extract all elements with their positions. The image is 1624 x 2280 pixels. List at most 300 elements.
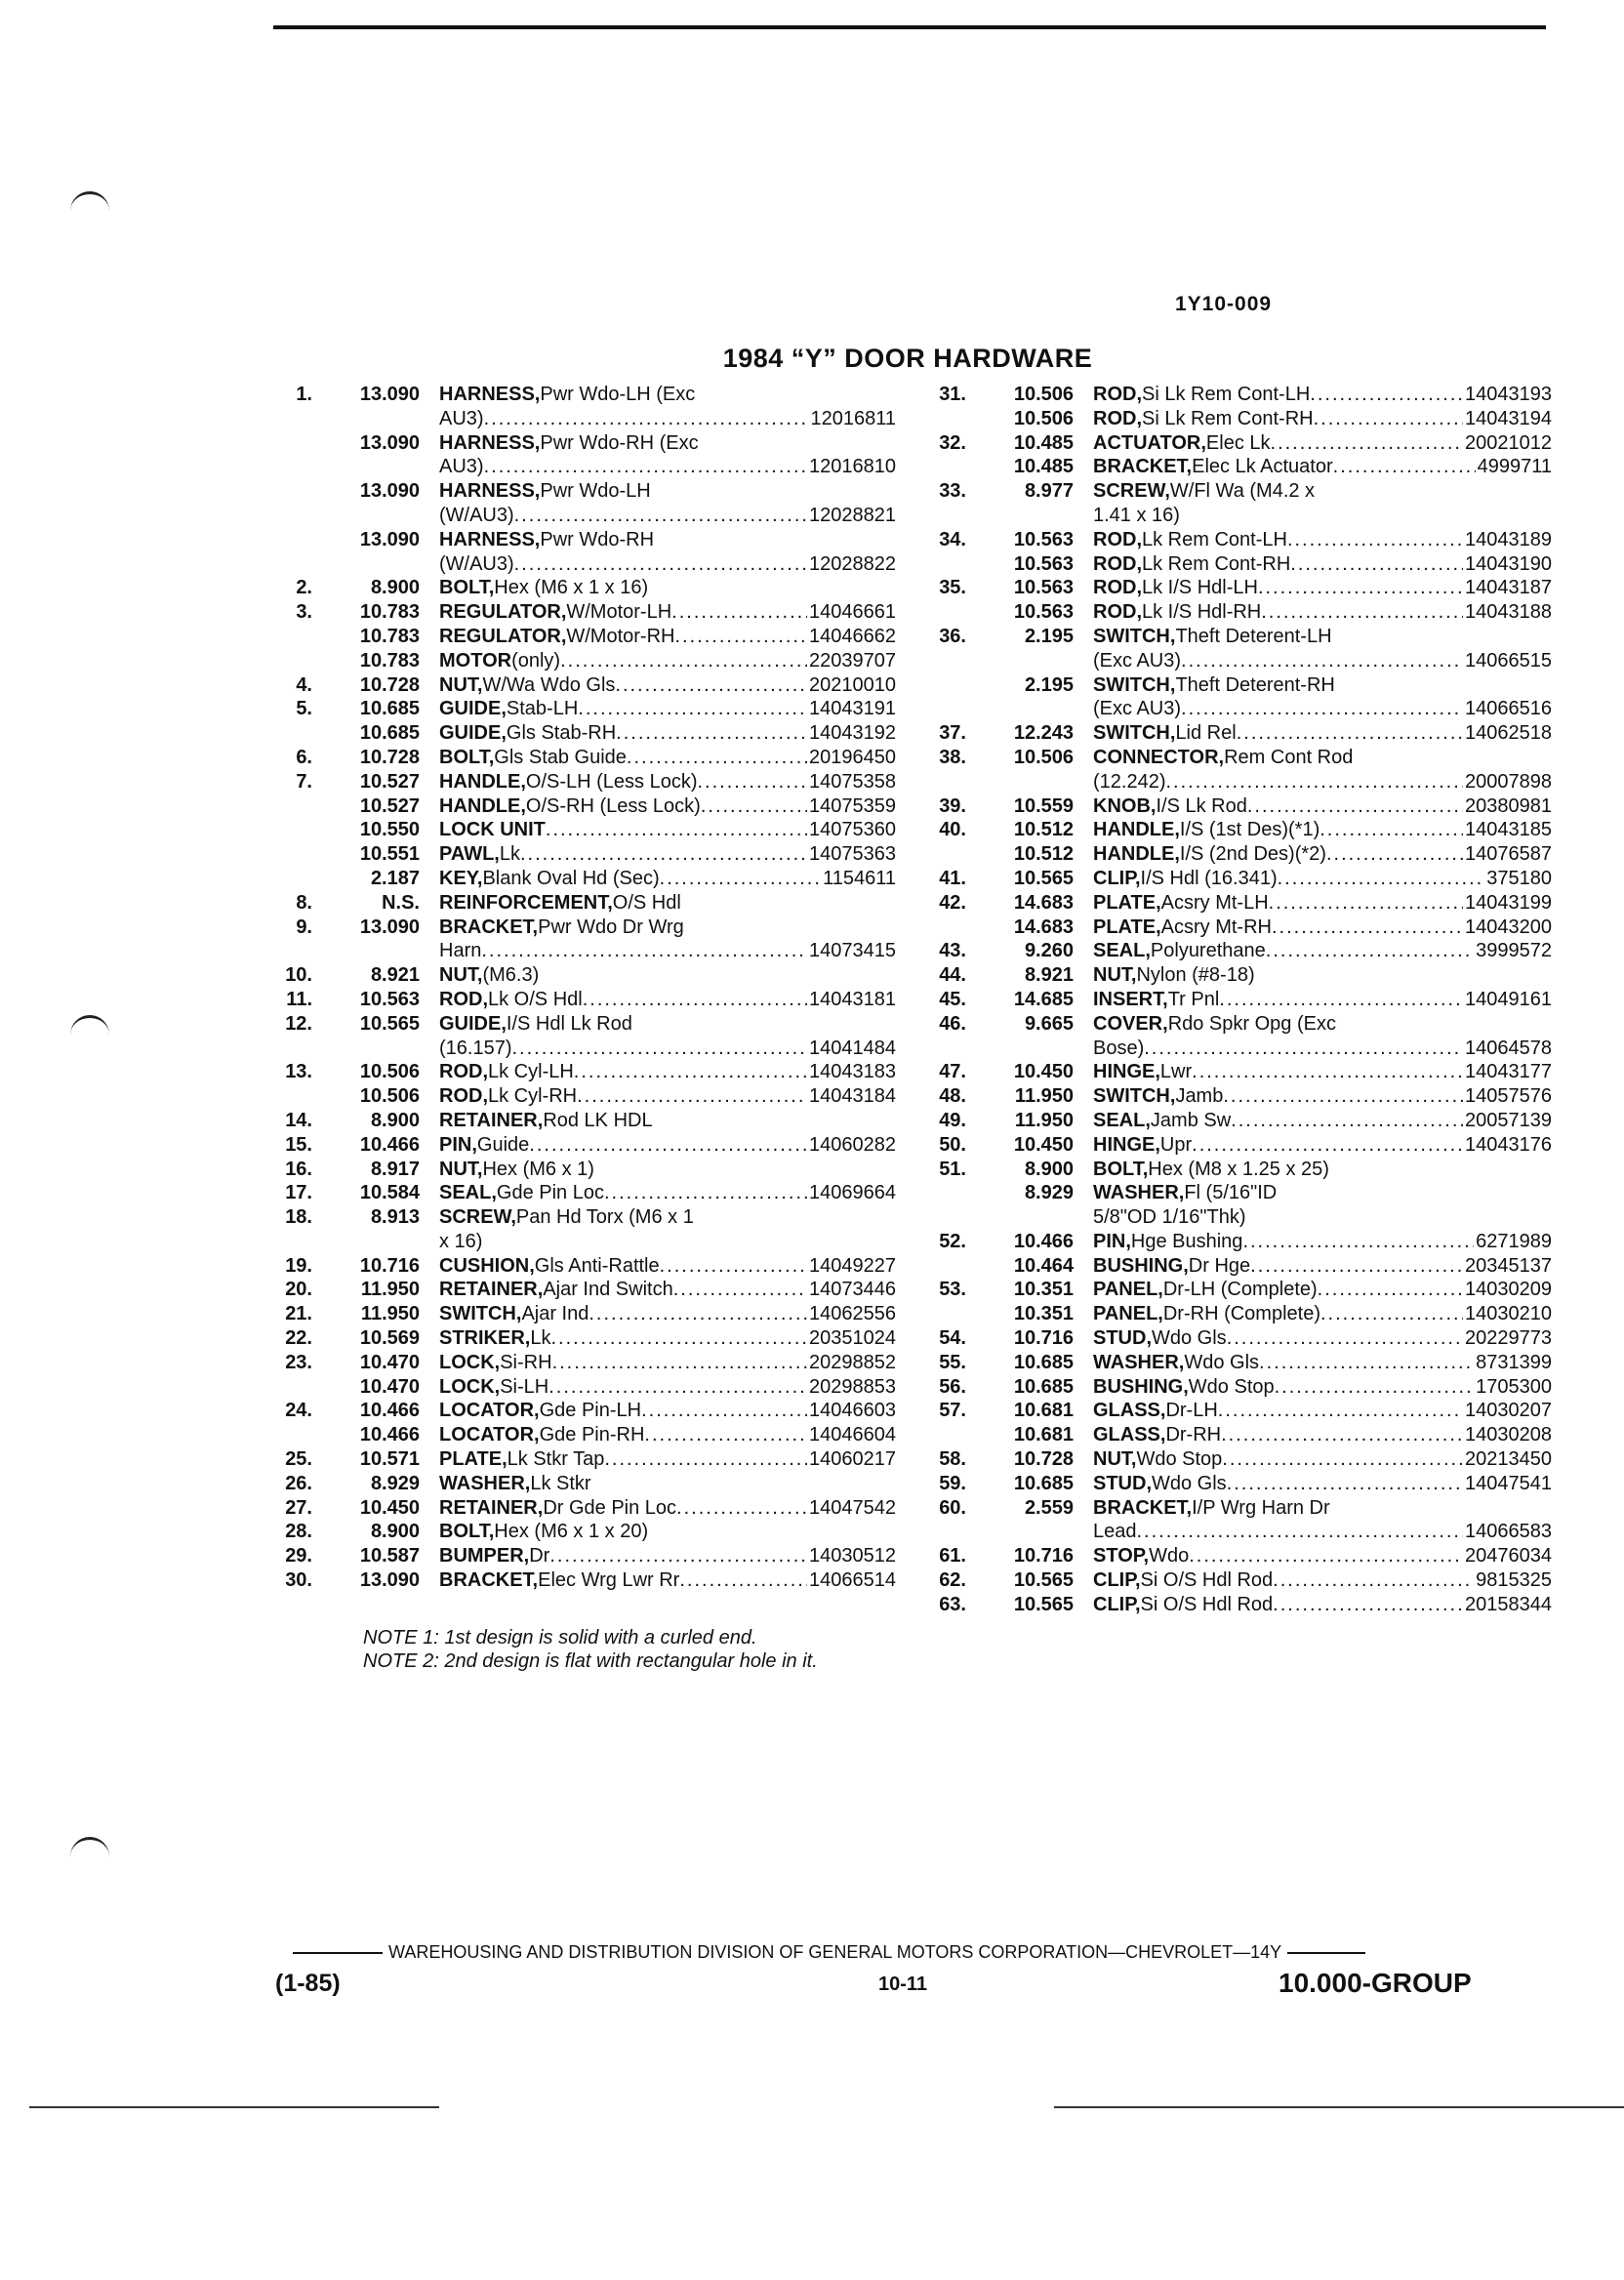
- item-number: [273, 1230, 312, 1254]
- item-number: [927, 1181, 966, 1205]
- group-code: [966, 770, 1093, 794]
- leader-dots: [514, 504, 807, 528]
- group-code: 9.260: [1024, 940, 1074, 962]
- item-number: [273, 1084, 312, 1109]
- leader-dots: [548, 1375, 807, 1400]
- item-detail: I/S Lk Rod: [1156, 794, 1247, 817]
- item-number: 50.: [939, 1133, 966, 1156]
- item-name: CLIP,: [1093, 1593, 1141, 1615]
- item-name: GLASS,: [1093, 1400, 1166, 1422]
- part-number: 12028821: [809, 504, 896, 526]
- leader-dots: [484, 407, 809, 431]
- item-number: 48.: [939, 1085, 966, 1108]
- parts-list-row: [927, 1326, 1552, 1351]
- part-number: 20476034: [1465, 1545, 1552, 1568]
- item-number: [927, 697, 966, 721]
- leader-dots: [1227, 1472, 1463, 1496]
- item-description: [439, 1496, 896, 1521]
- part-number: 1154611: [823, 867, 896, 889]
- part-number: 14043189: [1465, 528, 1552, 550]
- leader-dots: [1287, 528, 1463, 552]
- item-number: 52.: [939, 1230, 966, 1252]
- part-number: 20380981: [1465, 794, 1552, 817]
- item-number: 21.: [285, 1303, 312, 1325]
- parts-list-row: [273, 1109, 896, 1133]
- item-description: [439, 963, 896, 988]
- part-number: 20213450: [1465, 1448, 1552, 1471]
- item-description: [1093, 600, 1552, 625]
- leader-dots: [481, 939, 807, 963]
- item-name: NUT,: [439, 964, 483, 987]
- item-description: [439, 1447, 896, 1472]
- part-number: 14069664: [809, 1182, 896, 1204]
- leader-dots: [1269, 891, 1463, 916]
- group-code: 10.563: [1013, 528, 1074, 550]
- part-number: 14073415: [809, 940, 896, 962]
- item-detail: Ajar Ind Switch: [543, 1279, 673, 1301]
- part-number: 20351024: [809, 1327, 896, 1350]
- item-detail: Dr-RH (Complete): [1162, 1303, 1320, 1325]
- item-detail: Jamb Sw: [1150, 1109, 1232, 1131]
- item-detail: I/S (1st Des)(*1): [1179, 819, 1320, 841]
- item-number: 46.: [939, 1012, 966, 1035]
- item-description: [1093, 1326, 1552, 1351]
- parts-list-row: [273, 1399, 896, 1423]
- item-description: [439, 916, 896, 940]
- parts-list-row: [273, 673, 896, 698]
- parts-list-row: [273, 455, 896, 479]
- item-number: 39.: [939, 794, 966, 817]
- item-name: HANDLE,: [439, 770, 526, 793]
- group-code: 13.090: [359, 431, 420, 454]
- item-detail: Acsry Mt-RH: [1160, 916, 1272, 938]
- parts-list-row: [273, 939, 896, 963]
- part-number: 9815325: [1476, 1569, 1552, 1592]
- note-2: NOTE 2: 2nd design is flat with rectangular hole in it.: [363, 1650, 818, 1672]
- leader-dots: [673, 1278, 807, 1302]
- group-code: 8.917: [370, 1158, 420, 1180]
- item-detail: O/S-LH (Less Lock): [525, 770, 698, 793]
- item-description: [1093, 1302, 1552, 1326]
- item-detail: Pwr Wdo-LH (Exc: [540, 384, 696, 405]
- item-detail: Rdo Spkr Opg (Exc: [1167, 1012, 1336, 1035]
- leader-dots: [583, 988, 807, 1012]
- leader-dots: [550, 1326, 807, 1351]
- item-name: CLIP,: [1093, 867, 1141, 889]
- part-number: 14057576: [1465, 1085, 1552, 1108]
- parts-list-row: [927, 1302, 1552, 1326]
- group-code: 10.681: [1013, 1400, 1074, 1422]
- part-number: 14043192: [809, 722, 896, 745]
- item-number: 37.: [939, 722, 966, 745]
- group-code: 10.571: [359, 1448, 420, 1471]
- part-number: 14030512: [809, 1545, 896, 1568]
- item-name: BOLT,: [439, 1521, 495, 1543]
- part-number: 20298853: [809, 1375, 896, 1398]
- group-code: [312, 1230, 439, 1254]
- parts-list-row: [273, 1278, 896, 1302]
- item-description: [439, 1205, 896, 1230]
- item-detail: Elec Lk Actuator: [1192, 456, 1333, 478]
- item-number: [273, 721, 312, 746]
- item-description: [1093, 1205, 1552, 1230]
- part-number: 14041484: [809, 1037, 896, 1059]
- binder-mark: [70, 191, 109, 212]
- group-code: 10.559: [1013, 794, 1074, 817]
- item-detail: Si-LH: [500, 1375, 549, 1398]
- item-detail: Hex (M6 x 1 x 20): [494, 1521, 649, 1543]
- part-number: 14043181: [809, 988, 896, 1010]
- item-detail: Acsry Mt-LH: [1160, 891, 1269, 914]
- leader-dots: [671, 600, 807, 625]
- item-name: BOLT,: [439, 746, 495, 768]
- leader-dots: [552, 1351, 807, 1375]
- part-number: 14049227: [809, 1254, 896, 1277]
- item-number: 5.: [296, 698, 312, 720]
- item-name: REGULATOR,: [439, 601, 567, 624]
- item-number: 14.: [285, 1109, 312, 1131]
- item-detail: W/Wa Wdo Gls: [482, 673, 616, 696]
- group-code: 10.565: [1013, 1569, 1074, 1592]
- leader-dots: [1290, 552, 1463, 577]
- item-number: 38.: [939, 746, 966, 768]
- item-detail: W/Fl Wa (M4.2 x: [1169, 480, 1316, 503]
- item-description: [439, 988, 896, 1012]
- parts-list-row: [927, 1205, 1552, 1230]
- group-code: [966, 649, 1093, 673]
- item-number: 56.: [939, 1375, 966, 1398]
- item-name: BRACKET,: [1093, 456, 1193, 478]
- leader-dots: [512, 1037, 808, 1061]
- item-description: [439, 1158, 896, 1182]
- item-detail: Lk Rem Cont-RH: [1142, 552, 1291, 575]
- item-detail: (W/AU3): [439, 504, 514, 526]
- item-name: ROD,: [1093, 528, 1142, 550]
- item-name: RETAINER,: [439, 1109, 544, 1131]
- item-name: CONNECTOR,: [1093, 746, 1225, 768]
- item-description: [439, 1012, 896, 1037]
- leader-dots: [1166, 770, 1464, 794]
- item-name: BUSHING,: [1093, 1375, 1189, 1398]
- item-detail: Si O/S Hdl Rod: [1140, 1593, 1274, 1615]
- group-code: 10.506: [1013, 384, 1074, 405]
- part-number: 14030210: [1465, 1303, 1552, 1325]
- item-detail: I/S Hdl Lk Rod: [506, 1012, 632, 1035]
- leader-dots: [1272, 916, 1463, 940]
- part-number: 14066516: [1465, 698, 1552, 720]
- item-number: 13.: [285, 1061, 312, 1083]
- item-detail: Pwr Wdo-RH (Exc: [540, 431, 699, 454]
- parts-list-row: [927, 383, 1552, 407]
- leader-dots: [1275, 1375, 1475, 1400]
- item-number: 42.: [939, 891, 966, 914]
- leader-dots: [1250, 1254, 1463, 1279]
- bottom-rule-right: [1054, 2106, 1624, 2108]
- parts-list-row: [273, 1326, 896, 1351]
- item-description: [1093, 697, 1552, 721]
- group-code: 10.527: [359, 794, 420, 817]
- group-code: 10.565: [1013, 1593, 1074, 1615]
- group-code: 12.243: [1013, 722, 1074, 745]
- item-detail: Rod LK HDL: [543, 1109, 653, 1131]
- parts-list-row: [927, 794, 1552, 819]
- item-detail: Hex (M6 x 1 x 16): [494, 577, 649, 599]
- group-code: 10.783: [359, 601, 420, 624]
- item-number: 3.: [296, 601, 312, 624]
- parts-list-row: [273, 842, 896, 867]
- item-description: [1093, 1351, 1552, 1375]
- item-description: [439, 528, 896, 552]
- parts-list-row: [927, 1351, 1552, 1375]
- group-code: 10.550: [359, 819, 420, 841]
- item-number: 9.: [296, 916, 312, 938]
- group-code: 10.728: [359, 673, 420, 696]
- group-code: 10.512: [1013, 843, 1074, 866]
- group-code: 10.783: [359, 649, 420, 672]
- item-number: [927, 600, 966, 625]
- item-name: HINGE,: [1093, 1133, 1160, 1156]
- leader-dots: [660, 1254, 807, 1279]
- item-number: 17.: [285, 1182, 312, 1204]
- item-description: [1093, 1423, 1552, 1447]
- item-description: [439, 697, 896, 721]
- group-code: 8.921: [1024, 964, 1074, 987]
- parts-list-row: [927, 721, 1552, 746]
- item-number: 63.: [939, 1593, 966, 1615]
- group-code: 10.565: [359, 1012, 420, 1035]
- item-number: 49.: [939, 1109, 966, 1131]
- item-description: [1093, 1084, 1552, 1109]
- part-number: 14030209: [1465, 1279, 1552, 1301]
- item-name: BRACKET,: [439, 916, 539, 938]
- item-number: 45.: [939, 988, 966, 1010]
- parts-list-row: [273, 697, 896, 721]
- item-name: HANDLE,: [439, 794, 526, 817]
- item-number: 19.: [285, 1254, 312, 1277]
- item-name: ROD,: [1093, 601, 1142, 624]
- item-name: GUIDE,: [439, 698, 507, 720]
- group-number: 10.000-GROUP: [1279, 1968, 1472, 1998]
- parts-list-row: [927, 916, 1552, 940]
- item-detail: Gls Anti-Rattle: [534, 1254, 660, 1277]
- parts-list-row: [273, 431, 896, 456]
- group-code: 8.900: [1024, 1158, 1074, 1180]
- item-name: WASHER,: [439, 1472, 531, 1494]
- item-description: [1093, 504, 1552, 528]
- item-description: [1093, 552, 1552, 577]
- group-code: [312, 455, 439, 479]
- item-description: [439, 891, 896, 916]
- item-detail: (16.157): [439, 1037, 512, 1059]
- item-detail: Lk Cyl-LH: [488, 1061, 574, 1083]
- item-detail: Pwr Wdo Dr Wrg: [538, 916, 684, 938]
- item-description: [439, 842, 896, 867]
- leader-dots: [1231, 1109, 1463, 1133]
- parts-list-row: [273, 1544, 896, 1568]
- item-name: PIN,: [439, 1133, 477, 1156]
- item-name: CUSHION,: [439, 1254, 535, 1277]
- item-name: BRACKET,: [439, 1569, 539, 1592]
- group-code: 10.470: [359, 1375, 420, 1398]
- item-number: 58.: [939, 1448, 966, 1471]
- leader-dots: [1221, 1423, 1463, 1447]
- item-number: 30.: [285, 1569, 312, 1592]
- leader-dots: [674, 625, 807, 649]
- item-detail: Gde Pin-LH: [539, 1400, 642, 1422]
- part-number: 14066514: [809, 1569, 896, 1592]
- parts-list-row: [273, 504, 896, 528]
- parts-list-row: [927, 479, 1552, 504]
- parts-list-row: [273, 1205, 896, 1230]
- item-description: [439, 576, 896, 600]
- item-description: [1093, 431, 1552, 456]
- item-description: [1093, 891, 1552, 916]
- item-description: [439, 431, 896, 456]
- parts-list-row: [273, 1084, 896, 1109]
- group-code: 13.090: [359, 528, 420, 550]
- group-code: 10.485: [1013, 456, 1074, 478]
- item-description: [1093, 842, 1552, 867]
- item-detail: O/S-RH (Less Lock): [525, 794, 701, 817]
- group-code: [966, 504, 1093, 528]
- parts-list-row: [273, 600, 896, 625]
- item-description: [439, 504, 896, 528]
- parts-list-row: [273, 383, 896, 407]
- item-description: [1093, 770, 1552, 794]
- item-description: [439, 867, 896, 891]
- part-number: 20298852: [809, 1351, 896, 1373]
- group-code: 8.900: [370, 577, 420, 599]
- parts-list-row: [927, 867, 1552, 891]
- item-detail: Si Lk Rem Cont-RH: [1142, 407, 1314, 429]
- item-name: BOLT,: [1093, 1158, 1149, 1180]
- parts-list-row: [927, 963, 1552, 988]
- item-name: ROD,: [439, 988, 488, 1010]
- item-detail: 1.41 x 16): [1093, 504, 1180, 526]
- parts-list-row: [273, 576, 896, 600]
- part-number: 14043191: [809, 698, 896, 720]
- bottom-rule-left: [29, 2106, 439, 2108]
- item-detail: Tr Pnl: [1167, 988, 1220, 1010]
- item-name: WASHER,: [1093, 1182, 1185, 1204]
- parts-list-row: [927, 988, 1552, 1012]
- part-number: 375180: [1486, 867, 1552, 889]
- parts-list-row: [927, 600, 1552, 625]
- item-description: [439, 1133, 896, 1158]
- item-name: SEAL,: [439, 1182, 497, 1204]
- leader-dots: [1258, 576, 1463, 600]
- item-description: [439, 818, 896, 842]
- item-number: [273, 1375, 312, 1400]
- group-code: 10.466: [359, 1424, 420, 1446]
- group-code: 10.563: [1013, 552, 1074, 575]
- leader-dots: [1266, 939, 1474, 963]
- parts-list-row: [927, 770, 1552, 794]
- item-description: [439, 455, 896, 479]
- group-code: 10.563: [1013, 601, 1074, 624]
- parts-list-row: [927, 1423, 1552, 1447]
- item-description: [439, 1351, 896, 1375]
- parts-list-row: [927, 552, 1552, 577]
- item-number: [273, 794, 312, 819]
- item-name: ACTUATOR,: [1093, 431, 1206, 454]
- parts-list-row: [273, 1520, 896, 1544]
- part-number: 14062518: [1465, 722, 1552, 745]
- page-number: 10-11: [878, 1974, 928, 1995]
- group-code: 8.977: [1024, 480, 1074, 503]
- parts-list-row: [273, 1133, 896, 1158]
- binder-mark: [70, 1015, 109, 1036]
- part-number: 14047541: [1465, 1472, 1552, 1494]
- item-detail: (Exc AU3): [1093, 649, 1182, 672]
- parts-list-row: [273, 1254, 896, 1279]
- item-detail: Guide: [476, 1133, 530, 1156]
- leader-dots: [604, 1447, 807, 1472]
- item-number: 53.: [939, 1279, 966, 1301]
- parts-list-row: [273, 1568, 896, 1593]
- part-number: 14060217: [809, 1448, 896, 1471]
- parts-list-row: [927, 1230, 1552, 1254]
- item-number: 7.: [296, 770, 312, 793]
- parts-list-row: [273, 1472, 896, 1496]
- leader-dots: [529, 1133, 807, 1158]
- item-name: ROD,: [439, 1085, 488, 1108]
- item-detail: I/S (2nd Des)(*2): [1179, 843, 1326, 866]
- item-description: [439, 1544, 896, 1568]
- item-description: [1093, 383, 1552, 407]
- parts-list-row: [273, 649, 896, 673]
- item-description: [1093, 1230, 1552, 1254]
- item-description: [1093, 794, 1552, 819]
- parts-list-row: [927, 504, 1552, 528]
- group-code: 10.728: [1013, 1448, 1074, 1471]
- part-number: 14049161: [1465, 988, 1552, 1010]
- item-description: [1093, 1012, 1552, 1037]
- parts-list-row: [927, 1037, 1552, 1061]
- item-number: [927, 673, 966, 698]
- parts-list-row: [273, 1423, 896, 1447]
- group-code: [966, 1037, 1093, 1061]
- item-description: [439, 479, 896, 504]
- parts-list-row: [273, 818, 896, 842]
- item-number: [273, 867, 312, 891]
- part-number: 14064578: [1465, 1037, 1552, 1059]
- item-number: 55.: [939, 1351, 966, 1373]
- part-number: 6271989: [1476, 1230, 1552, 1252]
- group-code: 13.090: [359, 1569, 420, 1592]
- group-code: 14.685: [1013, 988, 1074, 1010]
- item-name: HANDLE,: [1093, 819, 1180, 841]
- item-name: LOCK UNIT: [439, 819, 546, 841]
- item-description: [1093, 988, 1552, 1012]
- group-code: 2.195: [1024, 625, 1074, 647]
- group-code: 10.587: [359, 1545, 420, 1568]
- group-code: 10.584: [359, 1182, 420, 1204]
- item-detail: Wdo Gls: [1184, 1351, 1260, 1373]
- part-number: 14047542: [809, 1496, 896, 1519]
- item-detail: Wdo Gls: [1152, 1472, 1227, 1494]
- item-name: KNOB,: [1093, 794, 1157, 817]
- leader-dots: [1310, 383, 1463, 407]
- parts-list-row: [927, 576, 1552, 600]
- parts-list-row: [927, 431, 1552, 456]
- group-code: 11.950: [360, 1303, 420, 1325]
- part-number: 14075358: [809, 770, 896, 793]
- group-code: 13.090: [359, 480, 420, 503]
- group-code: 10.685: [1013, 1472, 1074, 1494]
- part-number: 20210010: [809, 673, 896, 696]
- leader-dots: [1189, 1544, 1463, 1568]
